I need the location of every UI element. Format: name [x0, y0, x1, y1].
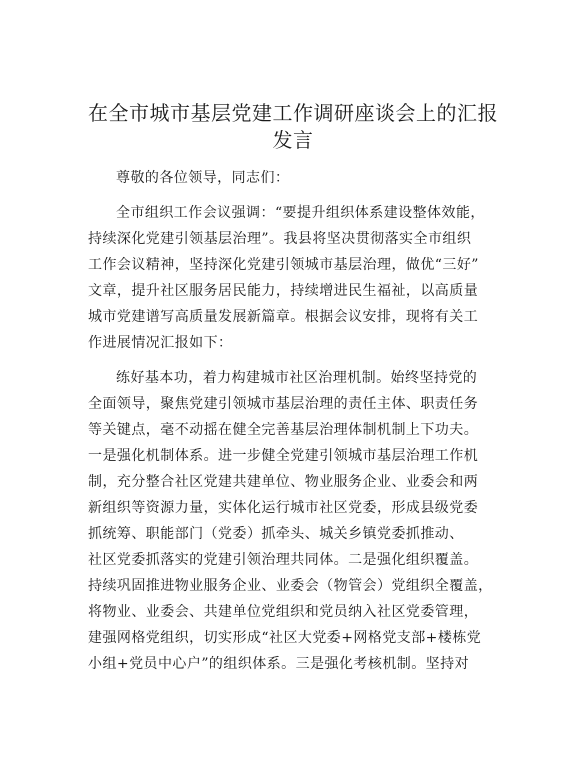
paragraph-2-line: 全面领导，聚焦党建引领城市基层治理的责任主体、职责任务: [88, 396, 479, 412]
paragraph-2-line: 抓统筹、职能部门（党委）抓牵头、城关乡镇党委抓推动、: [88, 526, 464, 542]
paragraph-1-line: 文章，提升社区服务居民能力，持续增进民生福祉，以高质量: [88, 283, 479, 299]
paragraph-1-line: 全市组织工作会议强调：“要提升组织体系建设整体效能，: [116, 205, 485, 221]
paragraph-2-line: 新组织等资源力量，实体化运行城市社区党委，形成县级党委: [88, 500, 479, 516]
paragraph-2-line: 练好基本功，着力构建城市社区治理机制。始终坚持党的: [116, 370, 478, 386]
salutation: 尊敬的各位领导，同志们：: [116, 170, 290, 186]
paragraph-2-line: 小组+党员中心户”的组织体系。三是强化考核机制。坚持对: [88, 656, 470, 672]
paragraph-1-line: 持续深化党建引领基层治理”。我县将坚决贯彻落实全市组织: [88, 231, 472, 247]
paragraph-1-line: 城市党建谱写高质量发展新篇章。根据会议安排，现将有关工: [88, 309, 479, 325]
paragraph-2-line: 将物业、业委会、共建单位党组织和党员纳入社区党委管理，: [88, 604, 479, 620]
paragraph-2-line: 建强网格党组织，切实形成“社区大党委+网格党支部+楼栋党: [88, 630, 482, 646]
document-title-line-2: 发言: [272, 128, 314, 152]
paragraph-2-line: 一是强化机制体系。进一步健全党建引领城市基层治理工作机: [88, 448, 479, 464]
paragraph-1-line: 工作会议精神，坚持深化党建引领城市基层治理，做优“三好”: [88, 257, 479, 273]
paragraph-1-line: 作进展情况汇报如下：: [88, 335, 233, 351]
paragraph-2-line: 持续巩固推进物业服务企业、业委会（物管会）党组织全覆盖，: [88, 578, 493, 594]
document-title-line-1: 在全市城市基层党建工作调研座谈会上的汇报: [88, 101, 498, 125]
paragraph-2-line: 社区党委抓落实的党建引领治理共同体。二是强化组织覆盖。: [88, 552, 479, 568]
paragraph-2-line: 等关键点，毫不动摇在健全完善基层治理体制机制上下功夫。: [88, 422, 479, 438]
paragraph-2-line: 制，充分整合社区党建共建单位、物业服务企业、业委会和两: [88, 474, 479, 490]
